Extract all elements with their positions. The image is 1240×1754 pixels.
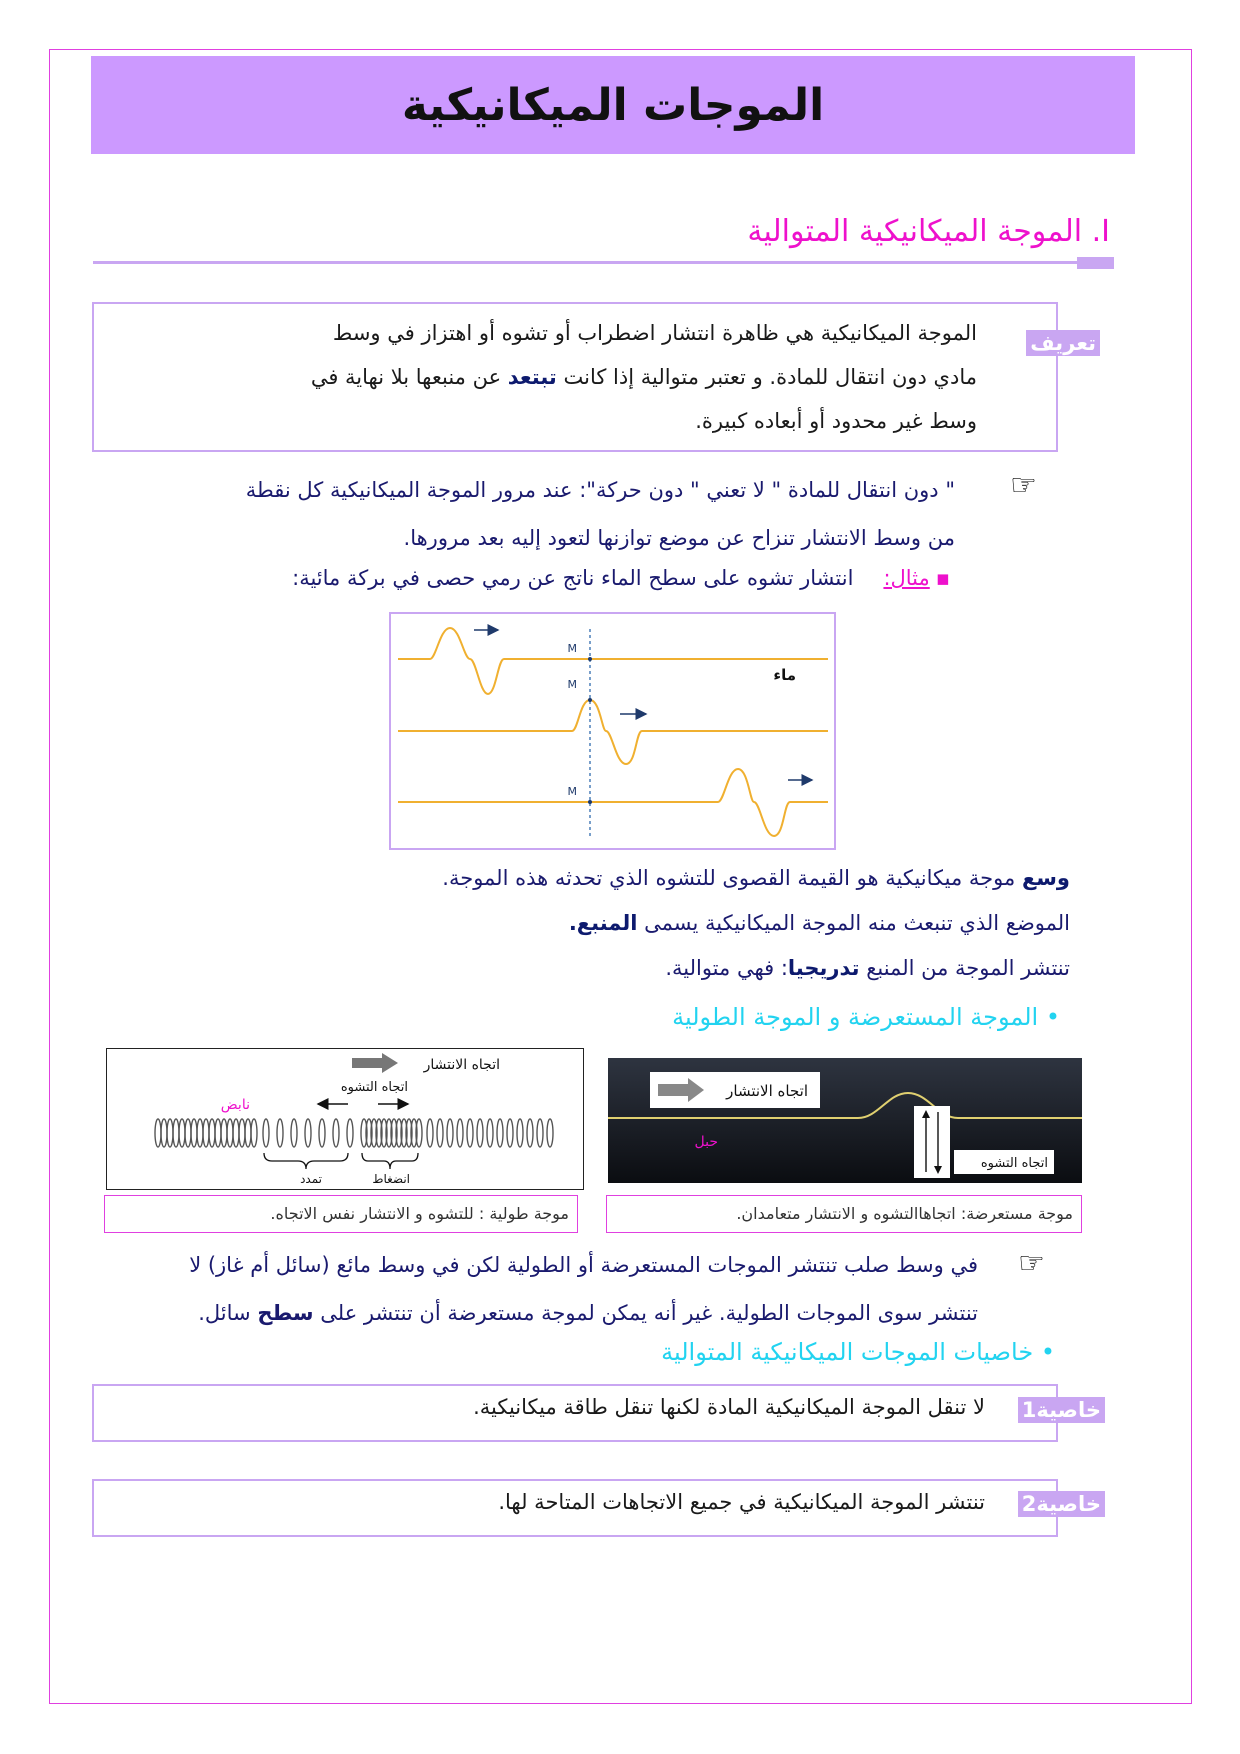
amplitude-keyword: وسع xyxy=(1021,866,1070,890)
spring-diagram xyxy=(108,1049,583,1188)
deformation-arrow-box xyxy=(914,1106,950,1178)
propagation-text: تنتشر الموجة من المنبع xyxy=(866,956,1070,980)
wave-profile-3 xyxy=(398,769,828,836)
arrow-head xyxy=(382,1053,398,1073)
pointing-hand-icon: ☞ xyxy=(1018,1246,1045,1281)
definition-tag: تعريف xyxy=(1026,330,1100,356)
transverse-caption: موجة مستعرضة: اتجاهاالتشوه و الانتشار متعامدان. xyxy=(606,1195,1082,1233)
arrow-right-icon xyxy=(352,1058,382,1068)
definition-line-2-start: مادي دون انتقال للمادة. و تعتبر متوالية إذا كانت xyxy=(563,365,977,389)
longitudinal-caption: موجة طولية : للتشوه و الانتشار نفس الاتجاه. xyxy=(104,1195,578,1233)
property-tag-2: خاصية2 xyxy=(1018,1491,1105,1517)
note-fluids-line-1: في وسط صلب تنتشر الموجات المستعرضة أو الطولية لكن في وسط مائع (سائل أم غاز) لا xyxy=(189,1253,978,1277)
property-tag-1: خاصية1 xyxy=(1018,1397,1105,1423)
definition-text xyxy=(187,311,977,443)
water-wave-figure xyxy=(389,612,836,850)
property-text-2: تنتشر الموجة الميكانيكية في جميع الاتجاهات المتاحة لها. xyxy=(498,1490,985,1514)
source-end: . xyxy=(568,911,577,935)
deformation-direction-label: اتجاه التشوه xyxy=(340,1080,408,1095)
section-rule xyxy=(93,261,1113,264)
pointing-hand-icon: ☞ xyxy=(1010,468,1037,503)
example-line xyxy=(292,566,950,590)
wave-types-heading: • الموجة المستعرضة و الموجة الطولية xyxy=(672,1003,1060,1031)
point-m-label: M xyxy=(567,642,577,655)
property-text-1: لا تنقل الموجة الميكانيكية المادة لكنها تنقل طاقة ميكانيكية. xyxy=(473,1395,985,1419)
definition-keyword: تبتعد xyxy=(507,365,557,389)
note-motion-line-1: " دون انتقال للمادة " لا تعني " دون حركة": عند مرور الموجة الميكانيكية كل نقطة xyxy=(245,478,955,502)
section-rule-tab xyxy=(1077,257,1114,269)
transverse-wave-figure xyxy=(608,1058,1082,1183)
properties-heading: • خاصيات الموجات الميكانيكية المتوالية xyxy=(661,1338,1055,1366)
spring-coils xyxy=(155,1119,553,1147)
arrow-right-icon xyxy=(658,1084,688,1096)
definition-line-2-end: عن منبعها بلا نهاية في xyxy=(310,365,502,389)
compression-brace xyxy=(362,1153,418,1169)
definition-line-2 xyxy=(187,355,977,399)
note-fluids-line-2-end: سائل. xyxy=(198,1301,251,1325)
amplitude-text: موجة ميكانيكية هو القيمة القصوى للتشوه الذي تحدثه هذه الموجة. xyxy=(442,866,1016,890)
source-text: الموضع الذي تنبعث منه الموجة الميكانيكية يسمى xyxy=(644,911,1070,935)
rope-label: حبل xyxy=(694,1134,718,1150)
example-label: مثال: xyxy=(883,566,930,590)
compression-label: انضغاط xyxy=(372,1172,410,1186)
surface-keyword: سطح xyxy=(257,1301,314,1325)
example-text: انتشار تشوه على سطح الماء ناتج عن رمي حصى في بركة مائية: xyxy=(292,566,854,590)
propagation-end: : فهي متوالية. xyxy=(665,956,788,980)
amplitude-definition xyxy=(442,866,1070,890)
square-bullet-icon: ▪ xyxy=(935,566,950,590)
definition-line-3: وسط غير محدود أو أبعاده كبيرة. xyxy=(695,409,977,433)
water-label: ماء xyxy=(773,666,796,684)
note-fluids-line-2 xyxy=(108,1289,978,1337)
water-wave-diagram xyxy=(392,614,834,847)
longitudinal-wave-figure xyxy=(106,1048,584,1190)
spring-label: نابض xyxy=(220,1097,250,1113)
section-heading: I. الموجة الميكانيكية المتوالية xyxy=(747,214,1110,249)
note-fluids xyxy=(108,1241,978,1337)
note-motion xyxy=(115,466,955,562)
page-title: الموجات الميكانيكية xyxy=(401,79,825,131)
point-m-marker xyxy=(588,657,592,661)
point-m-marker xyxy=(588,800,592,804)
title-banner xyxy=(91,56,1135,154)
wave-profile-2 xyxy=(398,700,828,764)
extension-label: تمدد xyxy=(300,1172,322,1186)
definition-line-1: الموجة الميكانيكية هي ظاهرة انتشار اضطراب أو تشوه أو اهتزاز في وسط xyxy=(332,321,977,345)
note-fluids-line-2-start: تنتشر سوى الموجات الطولية. غير أنه يمكن لموجة مستعرضة أن تنتشر على xyxy=(320,1301,978,1325)
point-m-marker xyxy=(588,698,592,702)
propagation-direction-label: اتجاه الانتشار xyxy=(726,1082,808,1100)
source-keyword: المنبع xyxy=(576,911,638,935)
source-definition xyxy=(569,911,1070,935)
extension-brace xyxy=(264,1153,348,1169)
point-m-label: M xyxy=(567,785,577,798)
note-motion-line-2: من وسط الانتشار تنزاح عن موضع توازنها لتعود إليه بعد مرورها. xyxy=(403,526,955,550)
propagation-keyword: تدريجيا xyxy=(787,956,860,980)
rope-diagram xyxy=(608,1058,1082,1183)
deformation-direction-label: اتجاه التشوه xyxy=(980,1156,1048,1171)
wave-profile-1 xyxy=(398,628,828,694)
point-m-label: M xyxy=(567,678,577,691)
propagation-direction-label: اتجاه الانتشار xyxy=(423,1057,500,1073)
propagation-definition xyxy=(665,956,1070,980)
